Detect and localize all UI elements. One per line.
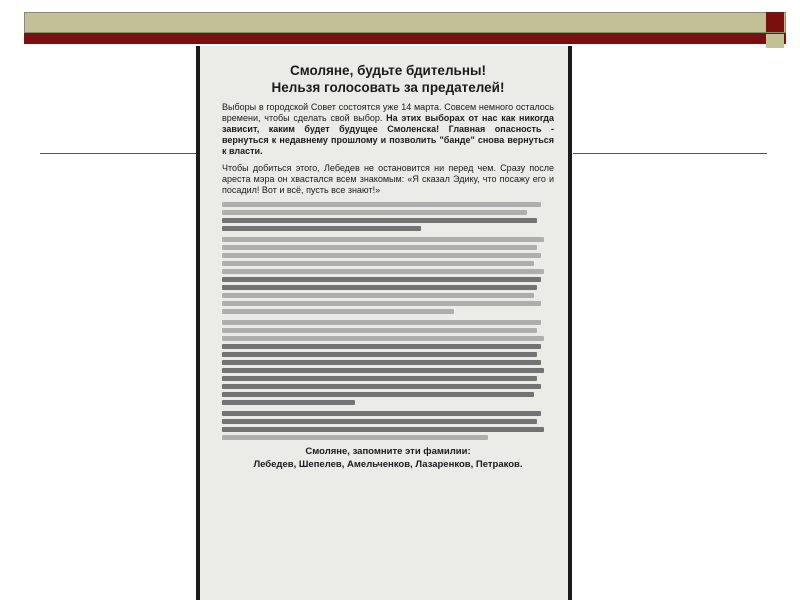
paragraph-1-regular: Выборы в городской Совет состоятся уже 14 марта. Совсем немного осталось времени, чтобы сделать свой выбор. [222,102,554,123]
divider-line-left [40,153,197,154]
leaflet-headline [222,62,554,96]
paragraph-6-illegible [222,411,554,440]
corner-square-olive [766,34,784,48]
corner-square-red [766,12,784,32]
paragraph-1 [222,102,554,157]
paragraph-1-bold: На этих выборах от нас как никогда зависит, каким будет будущее Смоленска! Главная опасность - вернуться к недавнему прошлому и позволить "банде" снова вернуться к власти. [222,113,554,156]
closing-names: Лебедев, Шепелев, Амельченков, Лазаренков, Петраков. [253,459,523,470]
paragraph-2: Чтобы добиться этого, Лебедев не остановится ни перед чем. Сразу после ареста мэра он хвастался всем знакомым: «Я сказал Эдику, что посажу его и посадил! Вот и всё, пусть все знают!» [222,163,554,195]
scanned-leaflet [196,46,572,600]
header-accent-band [24,33,786,44]
closing-title: Смоляне, запомните эти фамилии: [305,446,471,457]
divider-line-right [573,153,767,154]
paragraph-4-illegible [222,237,554,314]
slide-header-bar [24,12,786,44]
paragraph-3-illegible [222,202,554,231]
headline-line-2: Нельзя голосовать за предателей! [271,80,505,95]
header-band [24,12,786,33]
paragraph-5-illegible [222,320,554,405]
headline-line-1: Смоляне, будьте бдительны! [289,63,486,78]
